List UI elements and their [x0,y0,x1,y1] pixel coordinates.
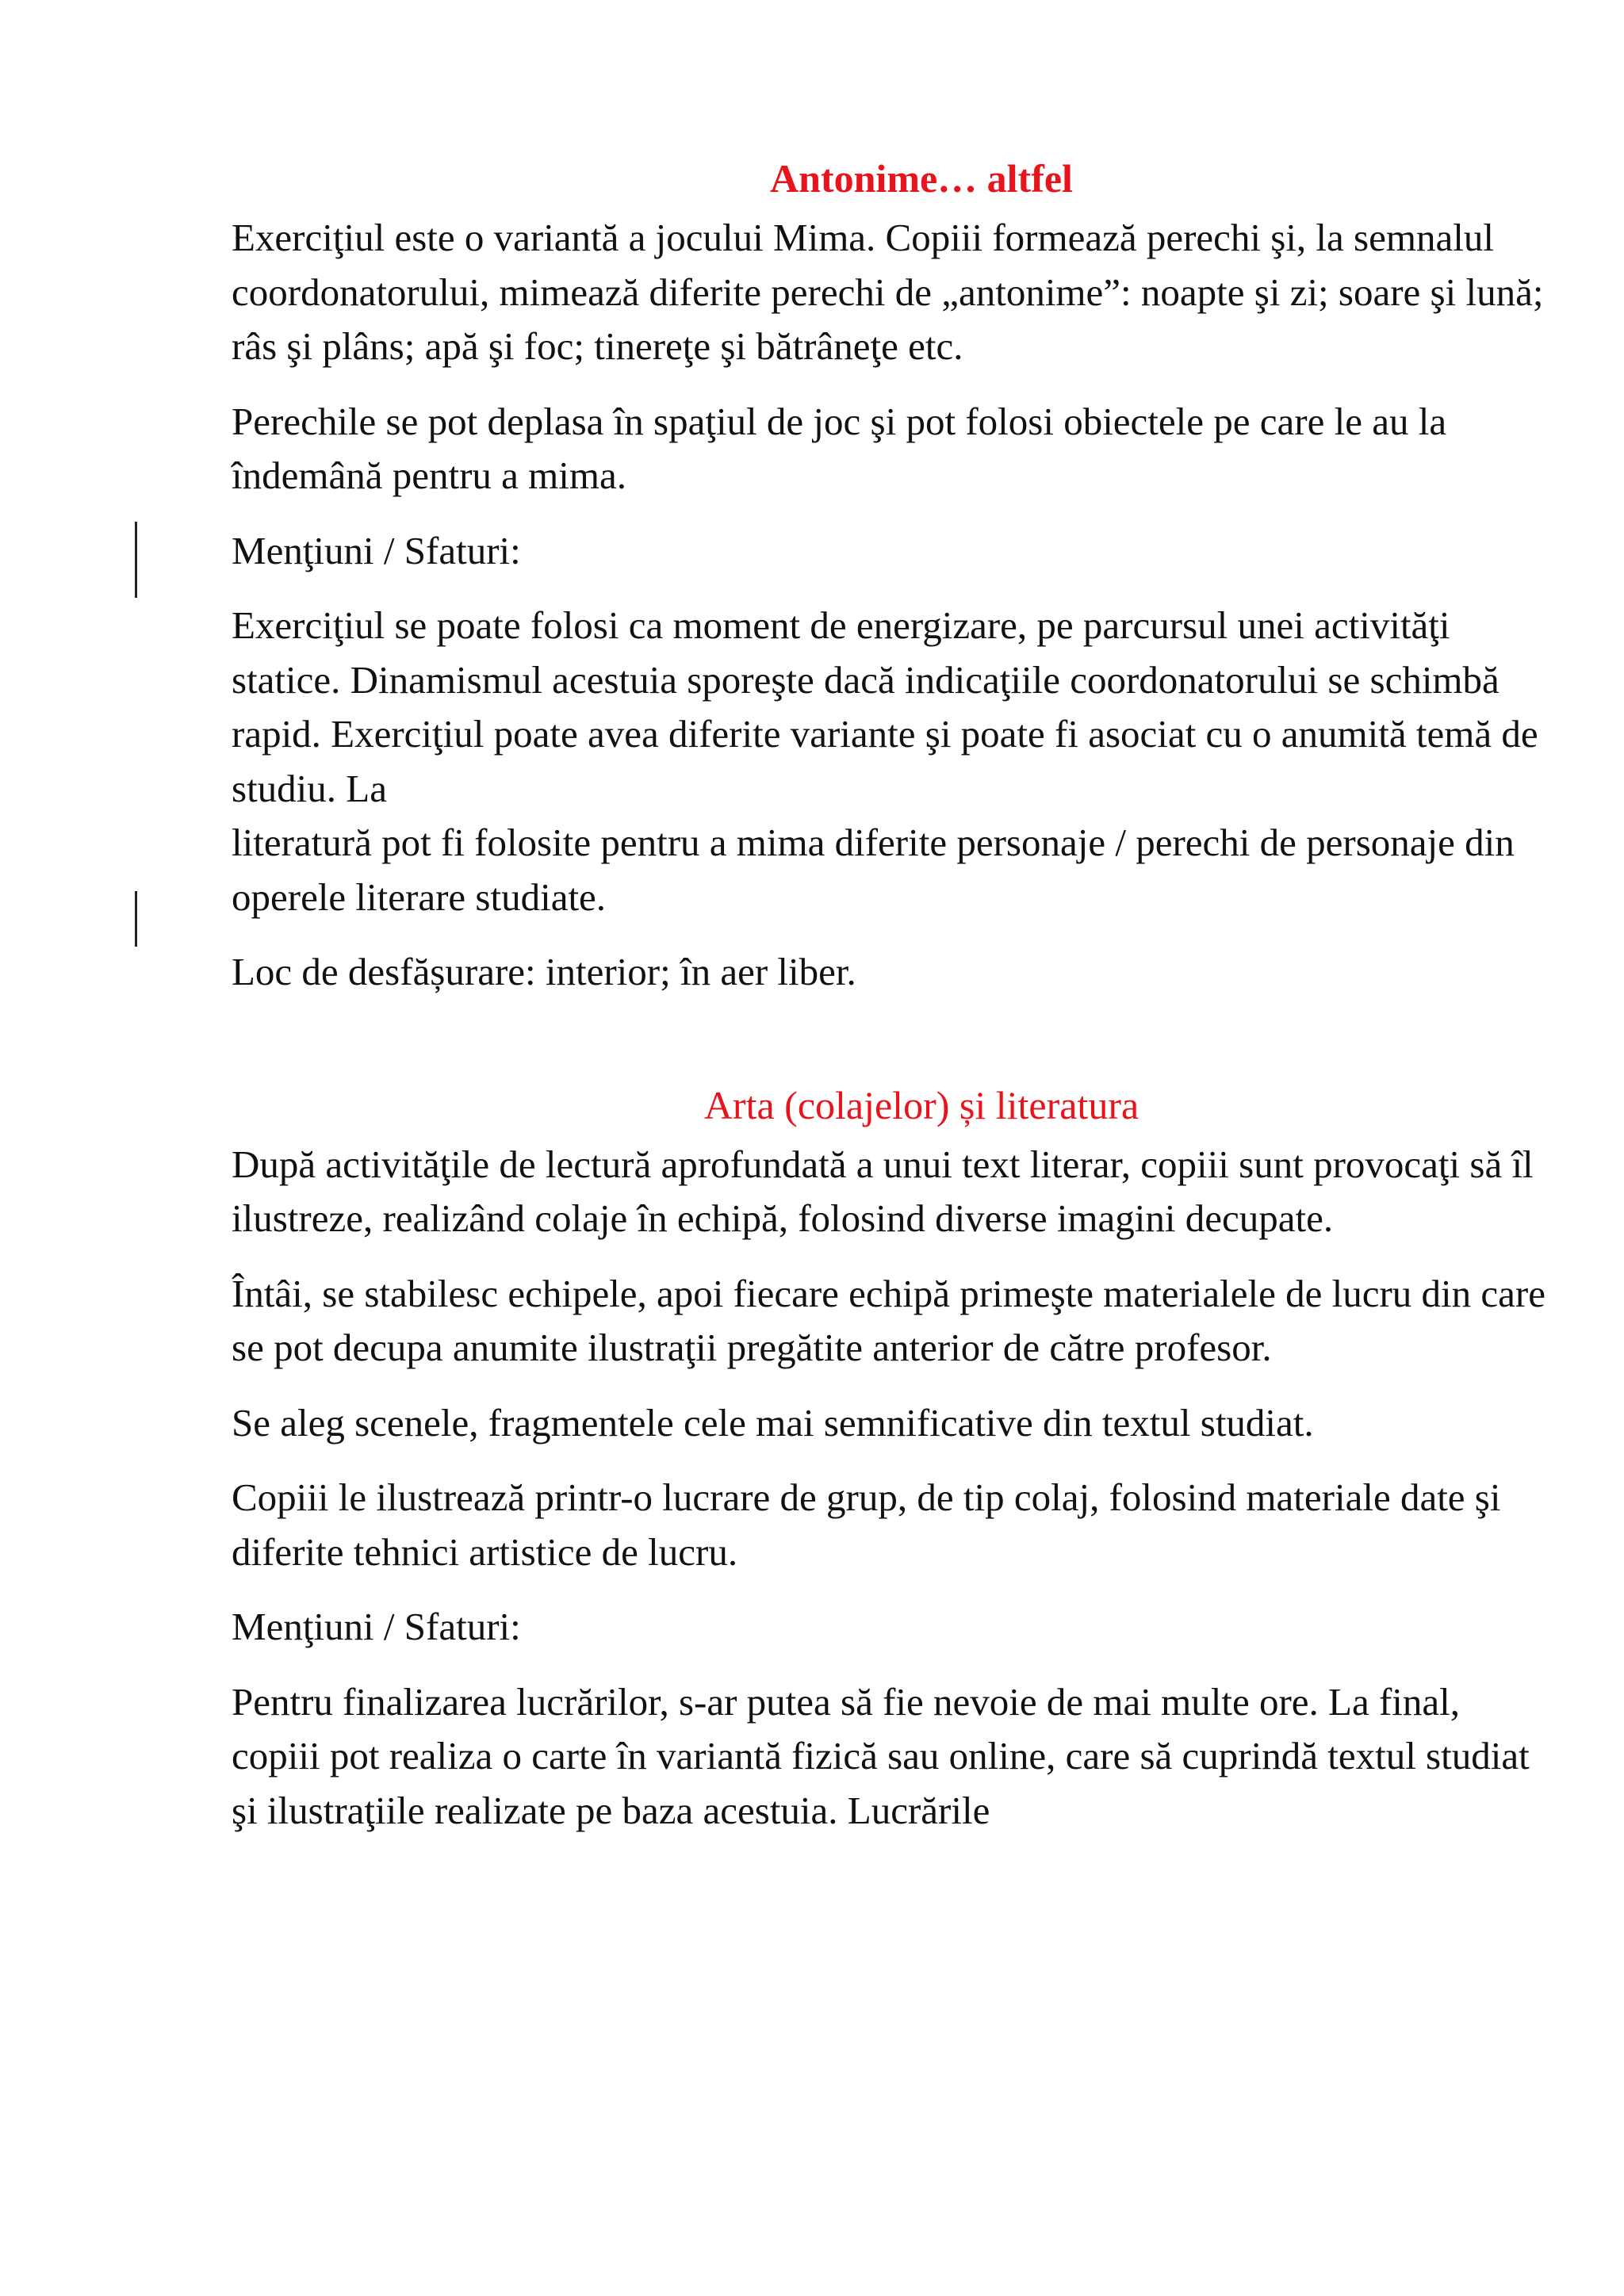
revision-change-bar [135,522,137,598]
paragraph: După activităţile de lectură aprofundată a unui text literar, copiii sunt provocaţi să îl ilustreze, realizând colaje în echipă, folosind diverse imagini decupate. [232,1142,1534,1240]
section-title: Antonime… altfel [770,156,1073,201]
paragraph: Se aleg scenele, fragmentele cele mai semnificative din textul studiat. [232,1400,1314,1445]
section-spacer [232,1020,1548,1077]
paragraph: Pentru finalizarea lucrărilor, s-ar putea să fie nevoie de mai multe ore. La final, copiii pot realiza o carte în variantă fizică sau online, care să cuprindă textul studiat şi ilustraţiile realizate pe baza acestuia. Lucrările [232,1679,1530,1832]
paragraph: Întâi, se stabilesc echipele, apoi fiecare echipă primeşte materialele de lucru din care se pot decupa anumite ilustraţii pregătite anterior de către profesor. [232,1271,1545,1369]
section-arta-colajelor [232,1077,1548,1839]
paragraph: Perechile se pot deplasa în spaţiul de joc şi pot folosi obiectele pe care le au la îndemână pentru a mima. [232,399,1447,497]
subheading-notes: Menţiuni / Sfaturi: [232,528,521,572]
paragraph: literatură pot fi folosite pentru a mima diferite personaje / perechi de personaje din operele literare studiate. [232,821,1515,919]
section-title: Arta (colajelor) și literatura [703,1082,1139,1127]
revision-change-bar [135,891,137,947]
paragraph: Exerciţiul este o variantă a jocului Mima. Copiii formează perechi şi, la semnalul coordonatorului, mimează diferite perechi de „antonime”: noapte şi zi; soare şi lună; râs şi plâns; apă şi foc; tinereţe şi bătrâneţe etc. [232,216,1544,368]
document-body [232,151,1548,1858]
paragraph: Copiii le ilustrează printr-o lucrare de grup, de tip colaj, folosind materiale date şi diferite tehnici artistice de lucru. [232,1475,1501,1574]
paragraph: Exerciţiul se poate folosi ca moment de energizare, pe parcursul unei activităţi statice. Dinamismul acestuia sporeşte dacă indicaţiile coordonatorului se schimbă rapid. Exerciţiul poate avea diferite variante şi poate fi asociat cu o anumită temă de studiu. La [232,603,1538,810]
subheading-notes: Menţiuni / Sfaturi: [232,1605,521,1648]
section-antonime [232,151,1548,1000]
paragraph-location: Loc de desfășurare: interior; în aer liber. [232,950,856,993]
